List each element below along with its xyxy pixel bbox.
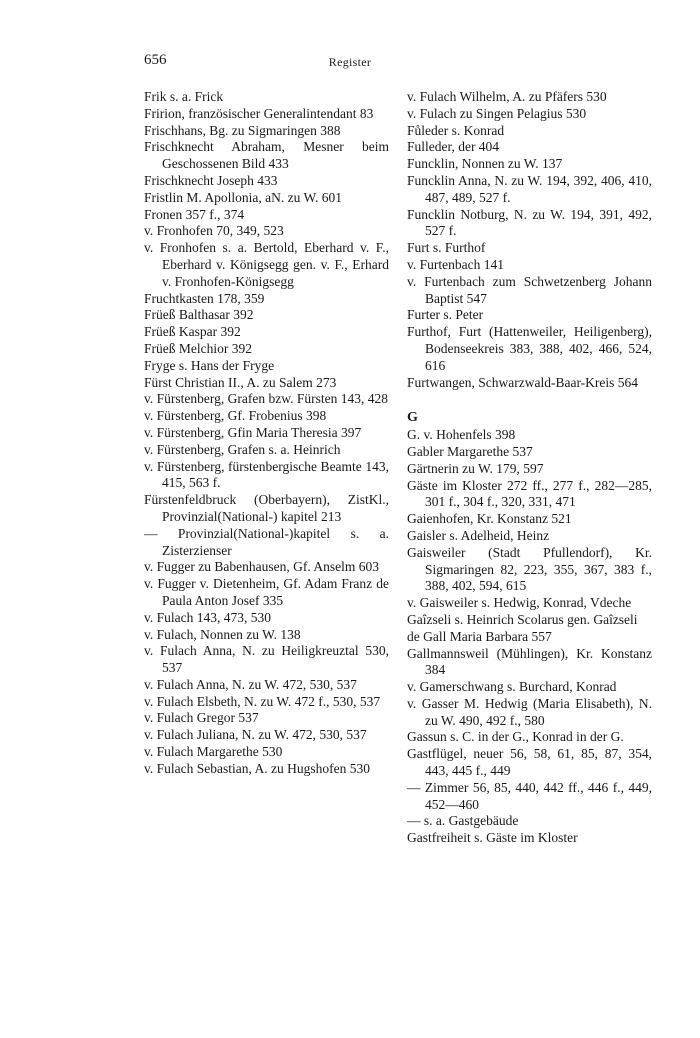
index-block-f xyxy=(407,89,652,391)
index-entry: Funcklin Anna, N. zu W. 194, 392, 406, 410, 487, 489, 527 f. xyxy=(407,172,652,205)
index-entry: Früeß Balthasar 392 xyxy=(144,307,254,323)
index-entry: v. Fugger v. Dietenheim, Gf. Adam Franz de Paula Anton Josef 335 xyxy=(144,576,389,608)
index-entry: Gaienhofen, Kr. Konstanz 521 xyxy=(407,511,572,527)
index-entry: v. Fulach Wilhelm, A. zu Pfäfers 530 xyxy=(407,89,607,104)
index-entry: Gastfreiheit s. Gäste im Kloster xyxy=(407,830,578,846)
index-entry: Fürst Christian II., A. zu Salem 273 xyxy=(144,374,337,390)
index-column-left xyxy=(144,89,389,778)
index-entry: Funcklin Notburg, N. zu W. 194, 391, 492, 527 f. xyxy=(407,206,652,239)
index-entry: Fryge s. Hans der Fryge xyxy=(144,357,275,373)
index-entry: v. Fulach Anna, N. zu W. 472, 530, 537 xyxy=(144,676,357,692)
index-entry: v. Fürstenberg, Gfin Maria Theresia 397 xyxy=(144,424,362,440)
index-entry: Gallmannsweil (Mühlingen), Kr. Konstanz 384 xyxy=(407,645,652,678)
index-entry: v. Fulach, Nonnen zu W. 138 xyxy=(144,626,301,642)
index-entry: v. Furtenbach zum Schwetzenberg Johann Baptist 547 xyxy=(407,273,652,306)
index-entry: Fronen 357 f., 374 xyxy=(144,206,245,222)
index-entry: v. Gaisweiler s. Hedwig, Konrad, Vdeche xyxy=(407,595,632,611)
index-entry: Früeß Kaspar 392 xyxy=(144,324,241,340)
index-entry: Gärtnerin zu W. 179, 597 xyxy=(407,460,544,476)
index-entry: Gastflügel, neuer 56, 58, 61, 85, 87, 354, 443, 445 f., 449 xyxy=(407,746,652,779)
index-entry: v. Fulach Gregor 537 xyxy=(144,710,259,726)
index-entry: Fruchtkasten 178, 359 xyxy=(144,290,265,306)
index-entry: — Provinzial(National-)kapitel s. a. Zisterzienser xyxy=(144,525,389,558)
index-entry: Frischhans, Bg. zu Sigmaringen 388 xyxy=(144,122,341,138)
index-entry: Fristlin M. Apollonia, aN. zu W. 601 xyxy=(144,189,343,205)
index-entry: Gaisler s. Adelheid, Heinz xyxy=(407,527,550,543)
index-entry: v. Fulach 143, 473, 530 xyxy=(144,609,271,625)
index-entry: Furt s. Furthof xyxy=(407,240,486,256)
index-entry: Gabler Margarethe 537 xyxy=(407,443,533,459)
index-entry: v. Fulach Anna, N. zu Heiligkreuztal 530, 537 xyxy=(144,643,389,676)
page-number: 656 xyxy=(144,52,167,68)
index-block-g xyxy=(407,427,652,847)
index-entry: v. Fulach zu Singen Pelagius 530 xyxy=(407,105,587,121)
index-entry: v. Fürstenberg, Gf. Frobenius 398 xyxy=(144,408,327,424)
index-entry: Fririon, französischer Generalintendant 83 xyxy=(144,105,374,121)
index-entry: v. Fugger zu Babenhausen, Gf. Anselm 603 xyxy=(144,559,379,575)
index-entry: v. Gasser M. Hedwig (Maria Elisabeth), N. zu W. 490, 492 f., 580 xyxy=(407,695,652,728)
index-entry: — Zimmer 56, 85, 440, 442 ff., 446 f., 449, 452—460 xyxy=(407,779,652,812)
index-entry: Gäste im Kloster 272 ff., 277 f., 282—285, 301 f., 304 f., 320, 331, 471 xyxy=(407,477,652,510)
section-letter: G xyxy=(407,410,418,426)
index-entry: G. v. Hohenfels 398 xyxy=(407,427,516,443)
index-entry: — s. a. Gastgebäude xyxy=(407,813,519,829)
index-entry: v. Fürstenberg, Grafen bzw. Fürsten 143, 428 xyxy=(144,391,388,407)
index-entry: v. Fürstenberg, fürstenbergische Beamte 143, 415, 563 f. xyxy=(144,458,389,491)
index-entry: v. Fulach Margarethe 530 xyxy=(144,744,283,760)
index-entry: Fürstenfeldbruck (Oberbayern), ZistKl., Provinzial(National-) kapitel 213 xyxy=(144,492,389,524)
index-entry: Fulleder, der 404 xyxy=(407,139,500,155)
index-entry: v. Fulach Elsbeth, N. zu W. 472 f., 530, 537 xyxy=(144,693,381,709)
index-entry: v. Fronhofen s. a. Bertold, Eberhard v. F., Eberhard v. Königsegg gen. v. F., Erhard v. Fronhofen-Königsegg xyxy=(144,240,389,289)
index-entry: Funcklin, Nonnen zu W. 137 xyxy=(407,156,563,172)
index-entry: Furtwangen, Schwarzwald-Baar-Kreis 564 xyxy=(407,374,639,390)
running-head: Register xyxy=(328,55,372,69)
index-entry: Frischknecht Joseph 433 xyxy=(144,172,278,188)
index-entry: Frik s. a. Frick xyxy=(144,89,224,104)
index-entry: Fůleder s. Konrad xyxy=(407,122,505,138)
index-entry: de Gall Maria Barbara 557 xyxy=(407,628,552,644)
index-entry: Gassun s. C. in der G., Konrad in der G. xyxy=(407,729,624,745)
index-entry: Furthof, Furt (Hattenweiler, Heiligenberg), Bodenseekreis 383, 388, 402, 466, 524, 616 xyxy=(407,324,652,373)
index-entry: v. Fulach Juliana, N. zu W. 472, 530, 537 xyxy=(144,727,367,743)
index-column-right xyxy=(407,89,652,847)
index-entry: v. Fürstenberg, Grafen s. a. Heinrich xyxy=(144,441,341,457)
index-entry: Furter s. Peter xyxy=(407,307,484,323)
index-entry: Frischknecht Abraham, Mesner beim Geschossenen Bild 433 xyxy=(144,139,389,172)
index-entry: v. Fronhofen 70, 349, 523 xyxy=(144,223,284,239)
index-entry: Früeß Melchior 392 xyxy=(144,340,252,356)
index-entry: Gaisweiler (Stadt Pfullendorf), Kr. Sigmaringen 82, 223, 355, 367, 383 f., 388, 402, 594, 615 xyxy=(407,544,652,594)
index-entry: Gaîzseli s. Heinrich Scolarus gen. Gaîzseli xyxy=(407,611,638,627)
index-entry: v. Furtenbach 141 xyxy=(407,256,504,272)
index-entry: v. Fulach Sebastian, A. zu Hugshofen 530 xyxy=(144,760,370,776)
index-entry: v. Gamerschwang s. Burchard, Konrad xyxy=(407,679,617,695)
